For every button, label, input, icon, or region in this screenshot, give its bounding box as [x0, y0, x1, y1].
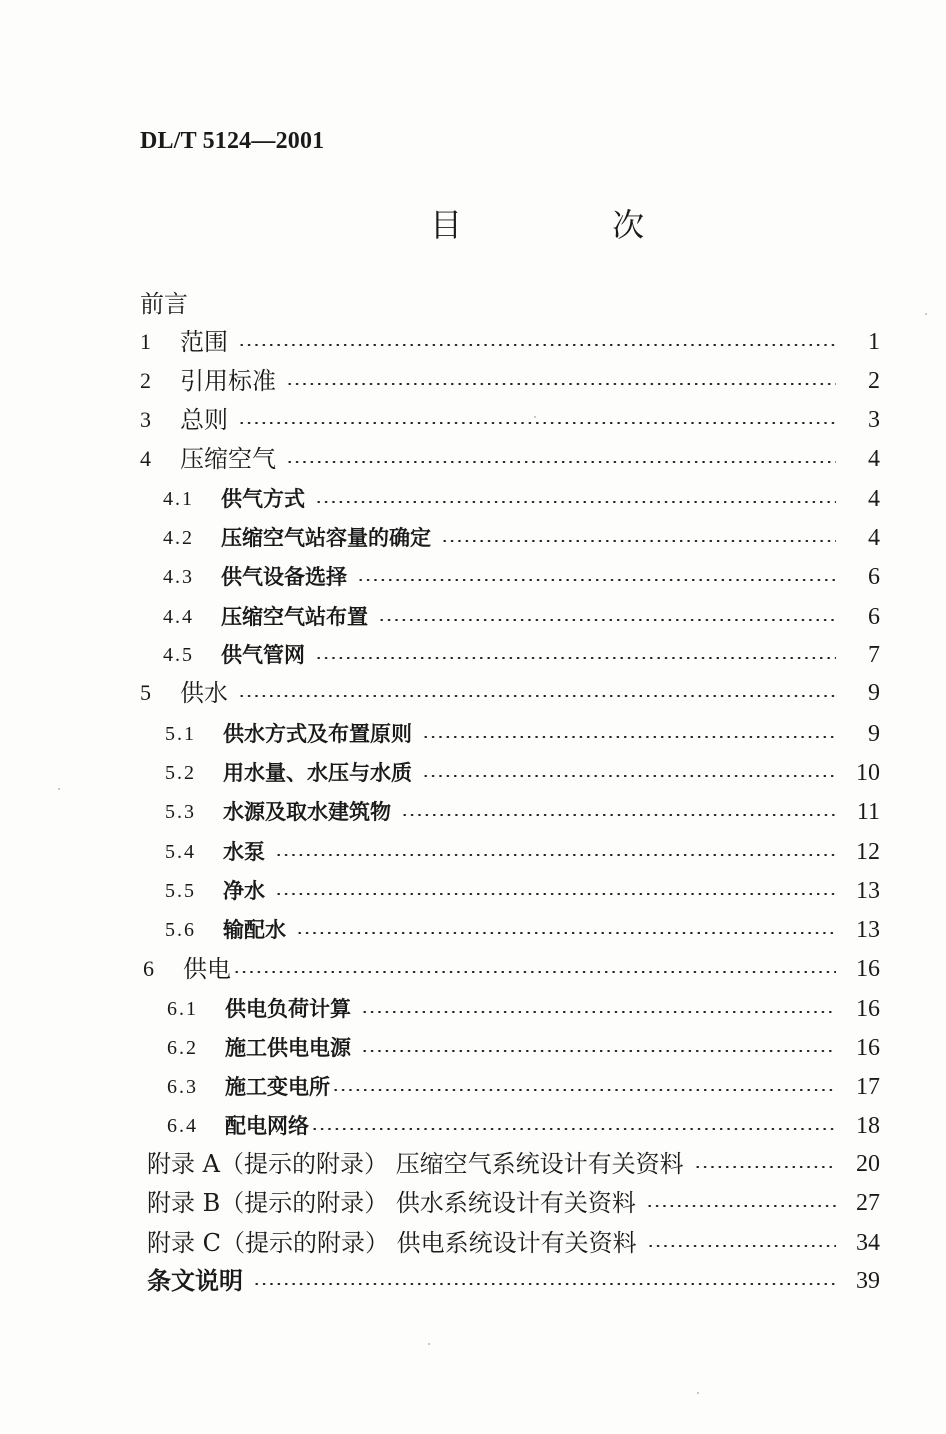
toc-entry-label: 供电负荷计算: [225, 996, 351, 1021]
toc-explanation[interactable]: [147, 1264, 880, 1298]
toc-entry-number: 4: [140, 446, 151, 471]
toc-entry-label: 附录 C（提示的附录） 供电系统设计有关资料: [147, 1229, 637, 1257]
toc-entry-label: 配电网络: [225, 1113, 309, 1138]
toc-entry-label: 供水: [180, 679, 228, 707]
dot-leader: [361, 1011, 836, 1013]
toc-entry-label: 总则: [180, 406, 228, 434]
dot-leader: [315, 657, 836, 659]
toc-subentry[interactable]: [163, 560, 880, 594]
toc-entry-label: 供气方式: [221, 486, 305, 511]
toc-entry-number: 4.2: [163, 527, 194, 549]
toc-entry-label: 水泵: [223, 839, 265, 864]
dot-leader: [694, 1166, 836, 1168]
toc-entry-page: 3: [868, 407, 880, 433]
toc-entry-number: 6.4: [167, 1115, 198, 1137]
toc-entry-page: 18: [856, 1113, 880, 1139]
toc-entry-number: 4.5: [163, 644, 194, 666]
toc-entry-page: 13: [856, 917, 880, 943]
toc-entry-number: 4.3: [163, 566, 194, 588]
toc-entry[interactable]: [140, 403, 880, 437]
toc-entry-number: 4.4: [163, 606, 194, 628]
toc-entry-label: 引用标准: [180, 367, 276, 395]
toc-entry-page: 13: [856, 878, 880, 904]
dot-leader: [311, 1128, 836, 1130]
document-code: DL/T 5124—2001: [140, 128, 325, 154]
toc-subentry[interactable]: [165, 874, 880, 908]
dot-leader: [238, 695, 836, 697]
toc-entry-label: 供气设备选择: [221, 564, 347, 589]
toc-entry-page: 20: [856, 1151, 880, 1177]
toc-entry-page: 16: [856, 996, 880, 1022]
toc-subentry[interactable]: [163, 482, 880, 516]
toc-entry-label: 条文说明: [147, 1266, 243, 1295]
toc-subentry[interactable]: [165, 795, 880, 829]
toc-entry-page: 1: [868, 329, 880, 355]
toc-entry-number: 6: [143, 956, 154, 981]
toc-entry-page: 4: [868, 486, 880, 512]
toc-entry-number: 5.4: [165, 841, 196, 863]
toc-entry-label: 施工变电所: [225, 1074, 330, 1099]
toc-entry-label: 压缩空气: [180, 445, 276, 473]
dot-leader: [296, 932, 836, 934]
toc-entry-page: 17: [856, 1074, 880, 1100]
dot-leader: [422, 775, 836, 777]
dot-leader: [275, 854, 836, 856]
toc-entry-preface[interactable]: [140, 287, 880, 321]
toc-entry-label: 压缩空气站容量的确定: [221, 525, 431, 550]
dot-leader: [253, 1283, 836, 1285]
toc-subentry[interactable]: [165, 756, 880, 790]
dot-leader: [238, 422, 836, 424]
toc-subentry[interactable]: [163, 521, 880, 555]
scan-speck: [697, 1392, 699, 1394]
dot-leader: [378, 619, 836, 621]
toc-entry-page: 16: [856, 1035, 880, 1061]
toc-subentry[interactable]: [167, 1109, 880, 1143]
toc-entry-page: 11: [856, 799, 880, 825]
toc-entry-page: 9: [868, 721, 880, 747]
toc-entry[interactable]: [140, 325, 880, 359]
dot-leader: [422, 736, 836, 738]
toc-entry-label: 供水方式及布置原则: [223, 721, 412, 746]
toc-entry-number: 6.3: [167, 1076, 198, 1098]
dot-leader: [315, 501, 836, 503]
toc-entry-number: 5.1: [165, 723, 196, 745]
toc-entry-label: 水源及取水建筑物: [223, 799, 391, 824]
toc-entry-label: 压缩空气站布置: [221, 604, 368, 629]
toc-entry-label: 附录 A（提示的附录） 压缩空气系统设计有关资料: [147, 1150, 684, 1178]
toc-entry-number: 5.2: [165, 762, 196, 784]
toc-entry-label: 输配水: [223, 917, 286, 942]
toc-entry-number: 5: [140, 680, 151, 705]
dot-leader: [233, 971, 836, 973]
toc-entry-page: 12: [856, 839, 880, 865]
toc-subentry[interactable]: [167, 992, 880, 1026]
toc-entry-label: 范围: [180, 328, 228, 356]
dot-leader: [646, 1205, 836, 1207]
toc-entry-page: 39: [856, 1268, 880, 1294]
toc-entry-page: 6: [868, 564, 880, 590]
toc-entry-label: 用水量、水压与水质: [223, 760, 412, 785]
dot-leader: [286, 461, 836, 463]
toc-entry-label: 供气管网: [221, 642, 305, 667]
toc-title: 目 次: [430, 206, 715, 244]
toc-subentry[interactable]: [167, 1031, 880, 1065]
scan-speck: [534, 416, 536, 418]
toc-entry[interactable]: [140, 676, 880, 710]
toc-entry-label: 供电: [183, 955, 231, 983]
toc-subentry[interactable]: [163, 638, 880, 672]
toc-entry-number: 6.2: [167, 1037, 198, 1059]
toc-entry-label: 附录 B（提示的附录） 供水系统设计有关资料: [147, 1189, 636, 1217]
toc-entry-page: 10: [856, 760, 880, 786]
toc-entry[interactable]: [140, 442, 880, 476]
toc-entry-page: 27: [856, 1190, 880, 1216]
dot-leader: [647, 1245, 836, 1247]
toc-entry-number: 5.3: [165, 801, 196, 823]
scan-speck: [428, 1343, 430, 1345]
toc-entry-number: 2: [140, 368, 151, 393]
toc-entry-page: 4: [868, 446, 880, 472]
toc-entry-page: 9: [868, 680, 880, 706]
scan-speck: [58, 788, 60, 790]
toc-entry[interactable]: [143, 952, 880, 986]
dot-leader: [361, 1050, 836, 1052]
toc-appendix-a[interactable]: [147, 1147, 880, 1181]
toc-subentry[interactable]: [165, 717, 880, 751]
toc-entry-number: 5.6: [165, 919, 196, 941]
dot-leader: [275, 893, 836, 895]
toc-entry-label: 前言: [140, 290, 188, 318]
toc-entry[interactable]: [140, 364, 880, 398]
dot-leader: [332, 1089, 836, 1091]
dot-leader: [401, 814, 836, 816]
toc-subentry[interactable]: [165, 913, 880, 947]
toc-entry-number: 3: [140, 407, 151, 432]
toc-entry-page: 4: [868, 525, 880, 551]
toc-entry-page: 16: [856, 956, 880, 982]
toc-entry-number: 5.5: [165, 880, 196, 902]
toc-appendix-b[interactable]: [147, 1186, 880, 1220]
toc-entry-number: 6.1: [167, 998, 198, 1020]
toc-appendix-c[interactable]: [147, 1226, 880, 1260]
scan-speck: [925, 313, 927, 315]
toc-subentry[interactable]: [165, 835, 880, 869]
toc-entry-label: 施工供电电源: [225, 1035, 351, 1060]
toc-entry-label: 净水: [223, 878, 265, 903]
toc-entry-number: 4.1: [163, 488, 194, 510]
toc-entry-number: 1: [140, 329, 151, 354]
toc-entry-page: 6: [868, 604, 880, 630]
dot-leader: [441, 540, 836, 542]
toc-subentry[interactable]: [163, 600, 880, 634]
toc-entry-page: 34: [856, 1230, 880, 1256]
dot-leader: [286, 383, 836, 385]
dot-leader: [238, 344, 836, 346]
toc-entry-page: 7: [868, 642, 880, 668]
dot-leader: [357, 579, 836, 581]
toc-subentry[interactable]: [167, 1070, 880, 1104]
toc-entry-page: 2: [868, 368, 880, 394]
